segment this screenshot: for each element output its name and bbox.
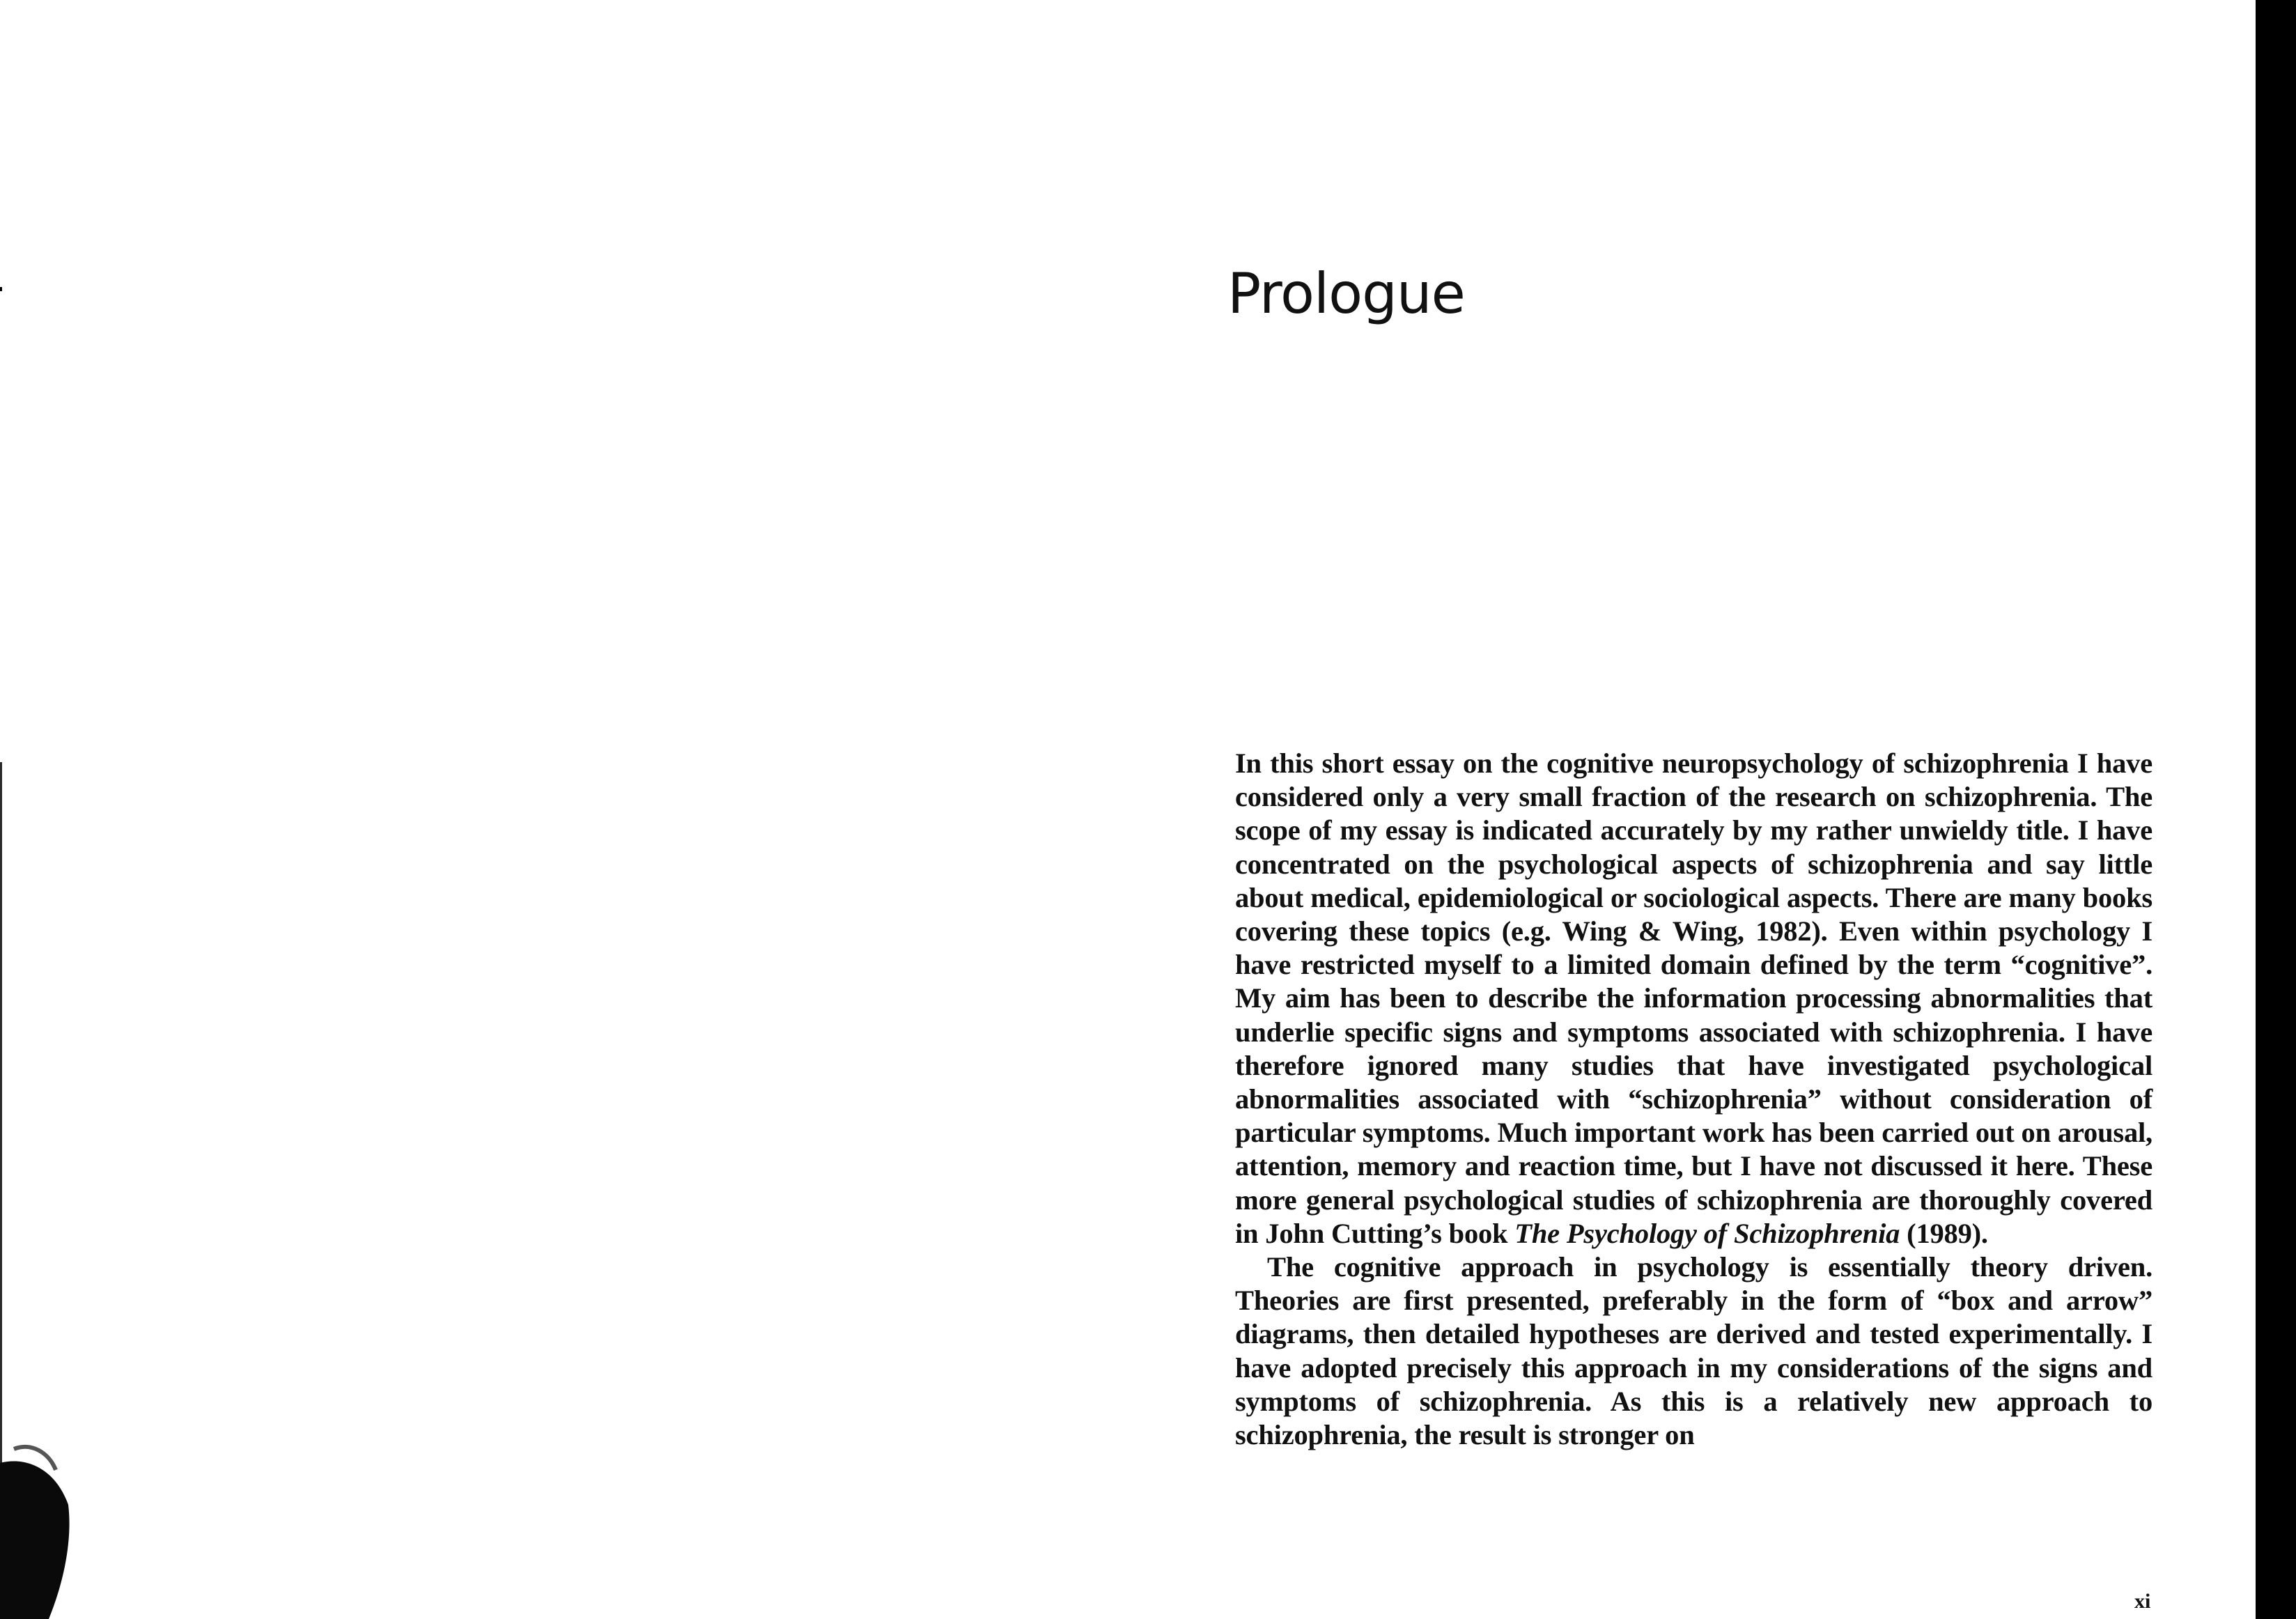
page-number: xi <box>2134 1590 2151 1613</box>
paragraph-text: In this short essay on the cognitive neuropsychology of schizophrenia I have considered only a very small fraction of the research on schizophrenia. The scope of my essay is indicated accurately by my rather unwieldy title. I have concentrated on the psychological aspects of schizophrenia and say little about medical, epidemiological or sociological aspects. There are many books covering these topics (e.g. Wing & Wing, 1982). Even within psychology I have restricted myself to a limited domain defined by the term “cognitive”. My aim has been to describe the information processing abnormalities that underlie specific signs and symptoms associated with schizophrenia. I have therefore ignored many studies that have investigated psychological abnormalities associated with “schizophrenia” without consideration of particular symptoms. Much important work has been carried out on arousal, attention, memory and reaction time, but I have not discussed it here. These more general psychological studies of schizophrenia are thoroughly covered in John Cutting’s book <box>1235 747 2152 1249</box>
book-spine-edge <box>2256 0 2296 1619</box>
page-title: Prologue <box>1227 261 1465 326</box>
citation-year: (1989). <box>1900 1217 1988 1249</box>
paragraph <box>1235 747 2152 1250</box>
book-title: The Psychology of Schizophrenia <box>1514 1217 1900 1249</box>
scan-shadow <box>0 1421 77 1619</box>
body-text <box>1235 747 2152 1452</box>
scan-edge-mark <box>0 287 2 291</box>
paragraph: The cognitive approach in psychology is essentially theory driven. Theories are first presented, preferably in the form of “box and arrow” diagrams, then detailed hypotheses are derived and tested experimentally. I have adopted precisely this approach in my considerations of the signs and symptoms of schizophrenia. As this is a relatively new approach to schizophrenia, the result is stronger on <box>1235 1251 2152 1451</box>
